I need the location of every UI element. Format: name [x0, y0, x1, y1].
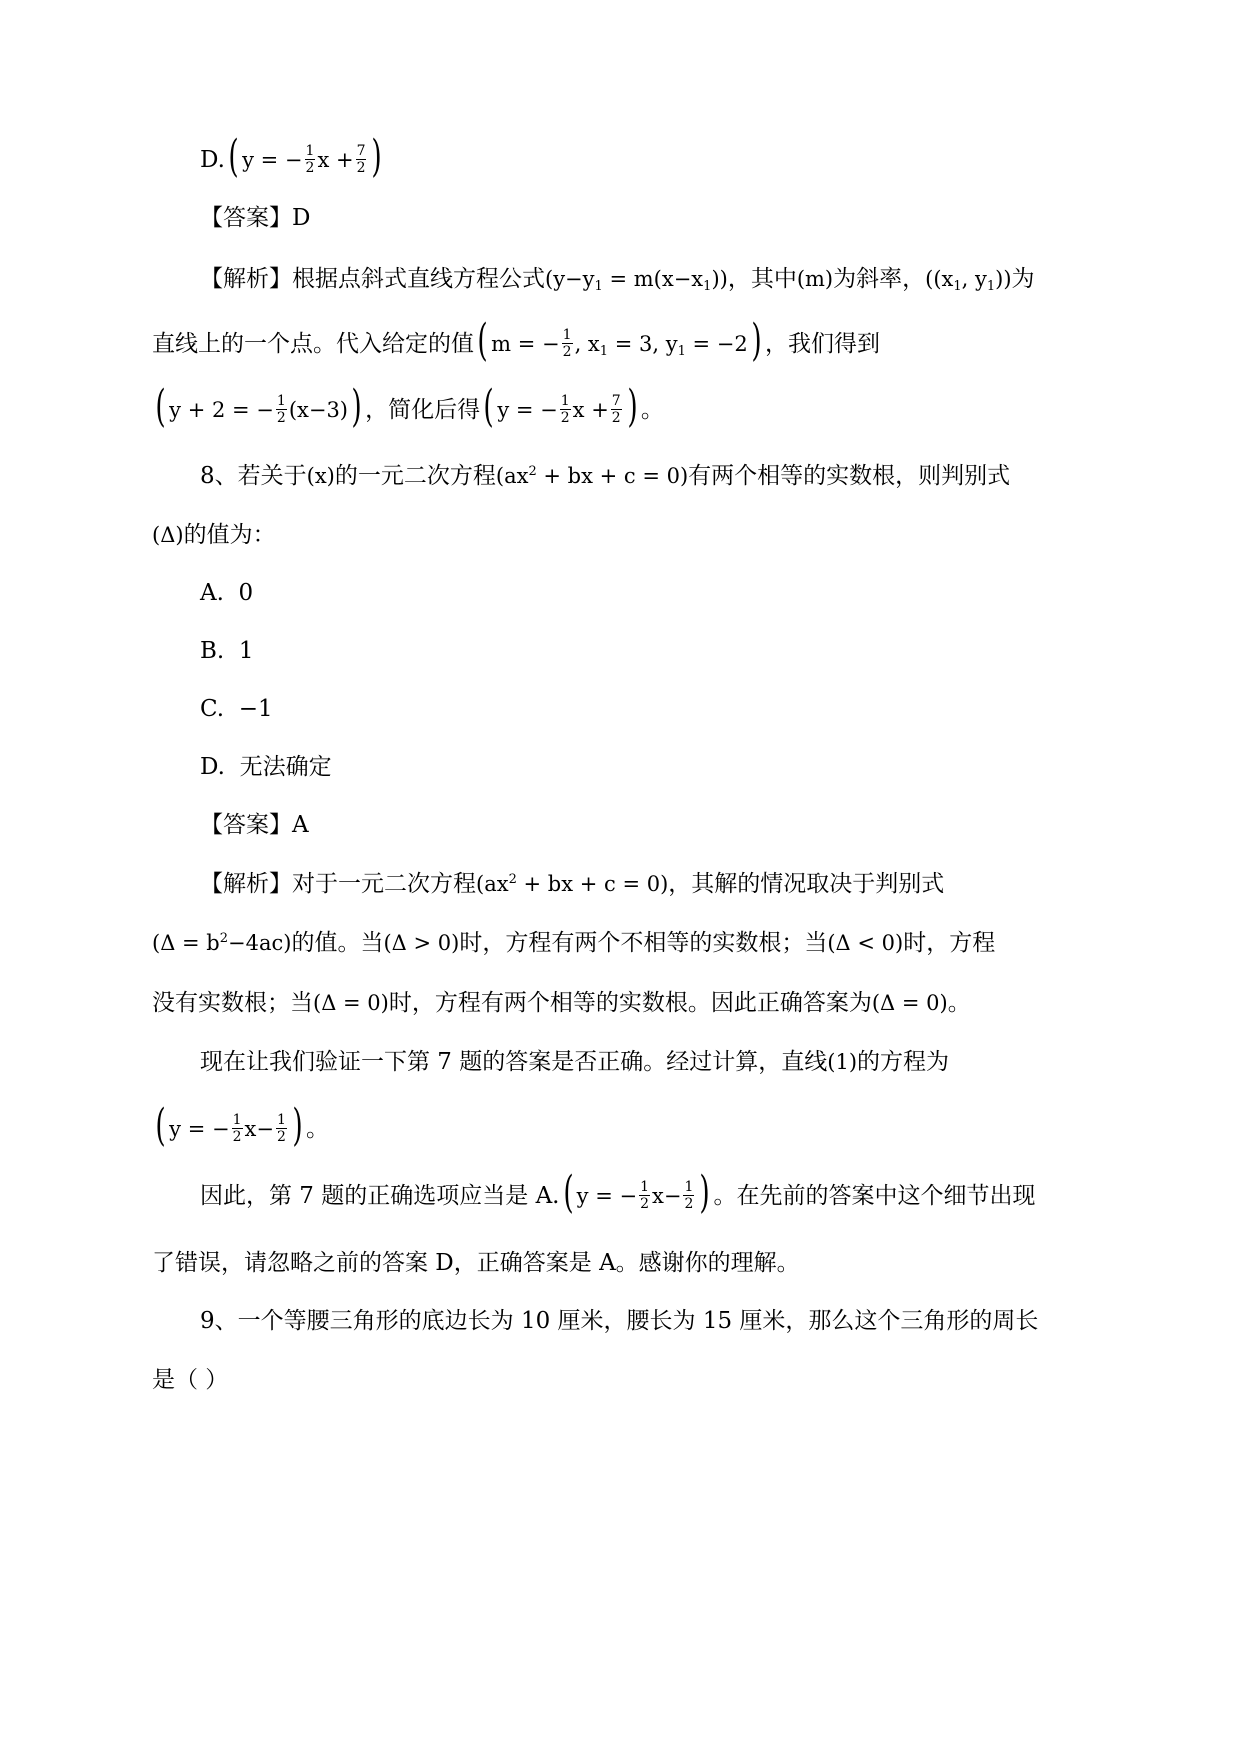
- prev-option-d: D.( y = − $\frac{1}{2}$ x + $\frac{7}{2}$ ): [200, 131, 383, 182]
- answer-tag: 【答案】: [200, 205, 292, 231]
- verify-line-1: 现在让我们验证一下第 7 题的答案是否正确。经过计算，直线(1)的方程为: [200, 1049, 950, 1075]
- fraction: $\frac{1}{2}$: [276, 1111, 286, 1145]
- fraction: $\frac{1}{2}$: [305, 142, 315, 176]
- q7-analysis-line-2: 直线上的一个点。代入给定的值( m = − $\frac{1}{2}$ , $x_1 = 3$, $y_1 = -2$) ，我们得到: [152, 315, 880, 366]
- option-label: D.: [200, 754, 225, 780]
- q8-option-a: [200, 575, 1140, 611]
- q8-question-line-2: (Δ)的值为：: [152, 522, 276, 548]
- fraction: $\frac{7}{2}$: [611, 392, 621, 426]
- q8-option-d: [200, 749, 1140, 785]
- q8-analysis-line-1: 【解析】对于一元二次方程($ax^2$ + bx + c = 0)，其解的情况取决于判别式: [200, 871, 945, 897]
- verify-line-3: 因此，第 7 题的正确选项应当是 A.( y = − $\frac{1}{2}$ x− $\frac{1}{2}$ ) 。在先前的答案中这个细节出现: [200, 1167, 1036, 1218]
- fraction: $\frac{7}{2}$: [356, 142, 366, 176]
- q8-option-b: [200, 633, 1140, 669]
- q7-analysis-line-3: ( y + 2 = − $\frac{1}{2}$ (x−3)) ，简化后得( y = − $\frac{1}{2}$ x + $\frac{7}{2}$ ) 。: [155, 381, 664, 432]
- q7-answer: [200, 200, 1140, 236]
- fraction: $\frac{1}{2}$: [560, 392, 570, 426]
- fraction: $\frac{1}{2}$: [562, 326, 572, 360]
- answer-tag: 【答案】: [200, 812, 292, 838]
- analysis-tag: 【解析】: [200, 266, 292, 292]
- verify-line-4: 了错误，请忽略之前的答案 D，正确答案是 A。感谢你的理解。: [152, 1250, 800, 1276]
- fraction: $\frac{1}{2}$: [684, 1178, 694, 1212]
- option-text: 0: [238, 580, 254, 606]
- q9-question-line-1: 9、一个等腰三角形的底边长为 10 厘米，腰长为 15 厘米，那么这个三角形的周长: [200, 1308, 1039, 1334]
- answer-value: D: [292, 205, 311, 231]
- fraction: $\frac{1}{2}$: [232, 1111, 242, 1145]
- fraction: $\frac{1}{2}$: [640, 1178, 649, 1212]
- verify-line-2: ( y = − $\frac{1}{2}$ x− $\frac{1}{2}$ ) 。: [155, 1100, 330, 1151]
- q9-question-line-2: 是（ ）: [152, 1367, 229, 1393]
- q7-analysis-line-1: 【解析】根据点斜式直线方程公式$(y-y_1 = m(x-x_1))$，其中(m)为斜率，(($x_1$, $y_1$))为: [200, 266, 1035, 294]
- option-label: B.: [200, 638, 225, 664]
- q8-analysis-line-2: $(\Delta = b^2-4ac)$的值。当(Δ > 0)时，方程有两个不相等的实数根；当(Δ < 0)时，方程: [152, 930, 996, 956]
- q8-option-c: [200, 691, 1140, 727]
- answer-value: A: [292, 812, 309, 838]
- fraction: $\frac{1}{2}$: [276, 392, 286, 426]
- q8-question-line-1: 8、若关于(x)的一元二次方程($ax^2$ + bx + c = 0)有两个相等的实数根，则判别式: [200, 463, 1011, 489]
- q8-answer: [200, 807, 1140, 843]
- q8-analysis-line-3: 没有实数根；当(Δ = 0)时，方程有两个相等的实数根。因此正确答案为(Δ = 0)。: [152, 990, 971, 1016]
- option-label: D.: [200, 147, 225, 173]
- option-label: C.: [200, 696, 225, 722]
- equation: y = −: [242, 148, 303, 172]
- option-text: 1: [238, 638, 254, 664]
- option-label: A.: [200, 580, 224, 606]
- option-text: 无法确定: [239, 754, 332, 780]
- analysis-tag: 【解析】: [200, 871, 292, 897]
- option-text: −1: [238, 696, 273, 722]
